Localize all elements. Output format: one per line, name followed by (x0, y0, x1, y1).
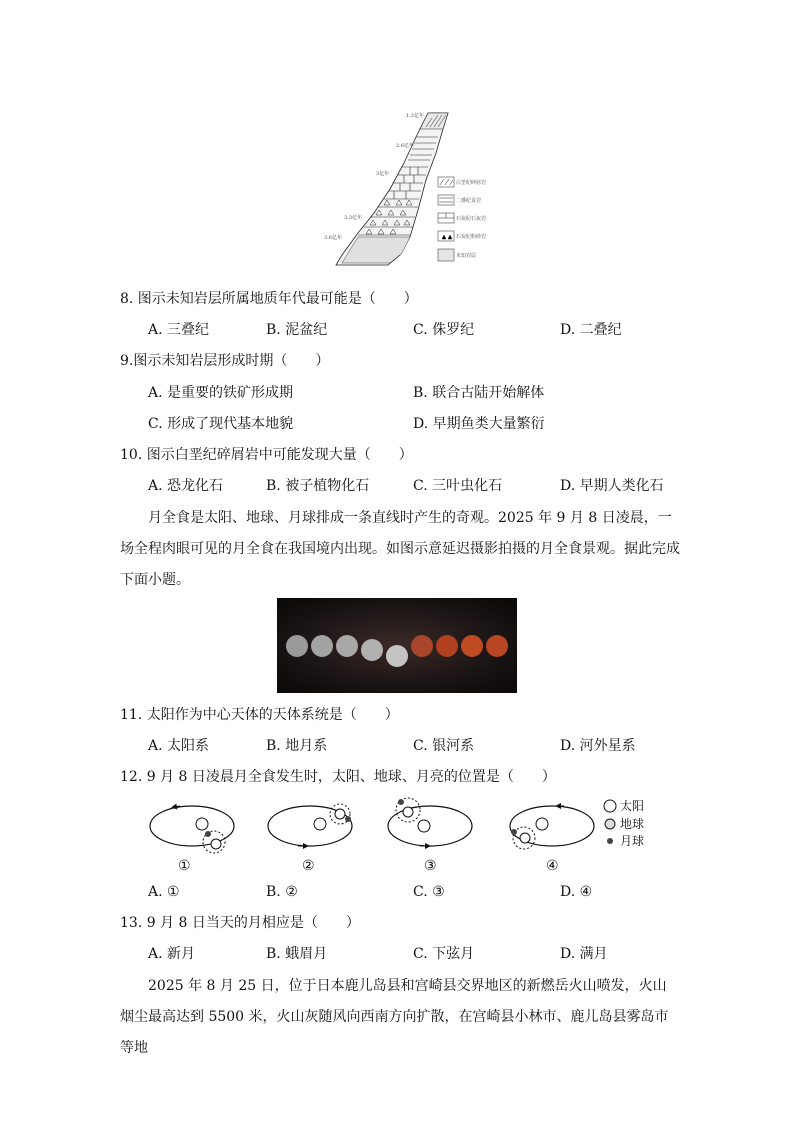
sun-icon (314, 818, 326, 830)
volcano-intro-text: 2025 年 8 月 25 日，位于日本鹿儿岛县和宫崎县交界地区的新燃岳火山喷发，火山烟尘最高达到 5500 米，火山灰随风向西南方向扩散，在宫崎县小林市、鹿儿岛县雾岛市等地 (120, 978, 669, 1056)
q9-option-c[interactable]: C. 形成了现代基本地貌 (148, 416, 294, 432)
eclipse-moon (336, 635, 358, 657)
q11-option-a[interactable]: A. 太阳系 (148, 738, 210, 754)
q13-option-a[interactable]: A. 新月 (148, 946, 196, 962)
orbit-diagram-2[interactable] (268, 804, 352, 874)
q8-option-a[interactable]: A. 三叠纪 (148, 322, 210, 338)
eclipse-moon (311, 635, 333, 657)
legend-label: 未知岩层 (456, 253, 477, 259)
q13-option-c[interactable]: C. 下弦月 (413, 946, 475, 962)
q13-option-d[interactable]: D. 满月 (560, 946, 608, 962)
age-label: 2.6亿年 (396, 143, 414, 149)
q11-option-d[interactable]: D. 河外星系 (560, 738, 636, 754)
earth-icon (211, 839, 221, 849)
diagram-label: ② (302, 858, 315, 874)
q10-option-b[interactable]: B. 被子植物化石 (266, 478, 370, 494)
question-9-stem: 9.图示未知岩层形成时期（ ） (120, 353, 330, 369)
age-label: 3.3亿年 (344, 215, 362, 221)
moon-icon (345, 816, 351, 822)
eclipse-moon (486, 635, 508, 657)
eclipse-moon (286, 635, 308, 657)
strata-figure (318, 105, 488, 275)
volcano-intro-paragraph (120, 971, 680, 1064)
age-label: 1.2亿年 (406, 113, 424, 119)
eclipse-moon (386, 645, 408, 667)
q10-option-a[interactable]: A. 恐龙化石 (148, 478, 224, 494)
orbit-diagram-3[interactable] (388, 798, 472, 874)
q9-option-b[interactable]: B. 联合古陆开始解体 (413, 385, 545, 401)
eclipse-intro-text: 月全食是太阳、地球、月球排成一条直线时产生的奇观。2025 年 9 月 8 日凌晨，一场全程肉眼可见的月全食在我国境内出现。如图示意延迟摄影拍摄的月全食景观。据此完成下面小题。 (120, 510, 680, 588)
question-8-stem: 8. 图示未知岩层所属地质年代最可能是（ ） (120, 291, 418, 307)
legend-label: 白垩纪碎屑岩 (456, 180, 487, 186)
orbit-diagram-1[interactable] (150, 806, 234, 874)
orbit-legend (604, 798, 644, 848)
question-10-stem: 10. 图示白垩纪碎屑岩中可能发现大量（ ） (120, 447, 413, 463)
sun-icon (536, 818, 548, 830)
age-label: 3.6亿年 (324, 235, 342, 241)
strata-legend (438, 177, 454, 261)
moon-legend-icon (607, 838, 613, 844)
eclipse-moon (411, 635, 433, 657)
earth-icon (335, 809, 345, 819)
q13-option-b[interactable]: B. 蛾眉月 (266, 946, 328, 962)
age-label: 3亿年 (376, 171, 390, 177)
lunar-eclipse-photo (277, 598, 517, 693)
orbit-diagram-4[interactable] (510, 806, 594, 874)
diagram-label: ① (178, 858, 191, 874)
question-13-stem: 13. 9 月 8 日当天的月相应是（ ） (120, 915, 360, 931)
question-12-stem: 12. 9 月 8 日凌晨月全食发生时，太阳、地球、月亮的位置是（ ） (120, 769, 556, 785)
moon-icon (511, 829, 517, 835)
diagram-label: ③ (424, 858, 437, 874)
q12-option-d[interactable]: D. ④ (560, 884, 593, 900)
q11-option-b[interactable]: B. 地月系 (266, 738, 328, 754)
q12-option-c[interactable]: C. ③ (413, 884, 445, 900)
sun-legend-icon (604, 800, 616, 812)
moon-icon (398, 799, 404, 805)
earth-icon (520, 833, 530, 843)
q11-option-c[interactable]: C. 银河系 (413, 738, 475, 754)
question-11-stem: 11. 太阳作为中心天体的天体系统是（ ） (120, 707, 399, 723)
moon-icon (205, 831, 211, 837)
q8-option-b[interactable]: B. 泥盆纪 (266, 322, 328, 338)
q8-option-c[interactable]: C. 侏罗纪 (413, 322, 475, 338)
diagram-label: ④ (546, 858, 559, 874)
eclipse-moon (361, 639, 383, 661)
q10-option-d[interactable]: D. 早期人类化石 (560, 478, 664, 494)
eclipse-moon (436, 635, 458, 657)
earth-legend-icon (605, 819, 615, 829)
q10-option-c[interactable]: C. 三叶虫化石 (413, 478, 503, 494)
q9-option-d[interactable]: D. 早期鱼类大量繁衍 (413, 416, 545, 432)
legend-label: 石炭纪石灰岩 (456, 216, 487, 222)
legend-label: 二叠纪页岩 (456, 198, 482, 204)
legend-label: 石炭纪粉砂岩 (456, 234, 487, 240)
eclipse-intro-paragraph (120, 503, 680, 596)
orbit-diagrams (140, 794, 660, 876)
earth-icon (403, 807, 413, 817)
sun-icon (418, 820, 430, 832)
q12-option-b[interactable]: B. ② (266, 884, 298, 900)
q12-option-a[interactable]: A. ① (148, 884, 180, 900)
eclipse-moon (461, 635, 483, 657)
sun-icon (196, 818, 208, 830)
legend-earth-label: 地球 (620, 817, 645, 831)
q8-option-d[interactable]: D. 二叠纪 (560, 322, 622, 338)
q9-option-a[interactable]: A. 是重要的铁矿形成期 (148, 385, 294, 401)
legend-moon-label: 月球 (620, 834, 645, 848)
legend-sun-label: 太阳 (620, 799, 645, 813)
